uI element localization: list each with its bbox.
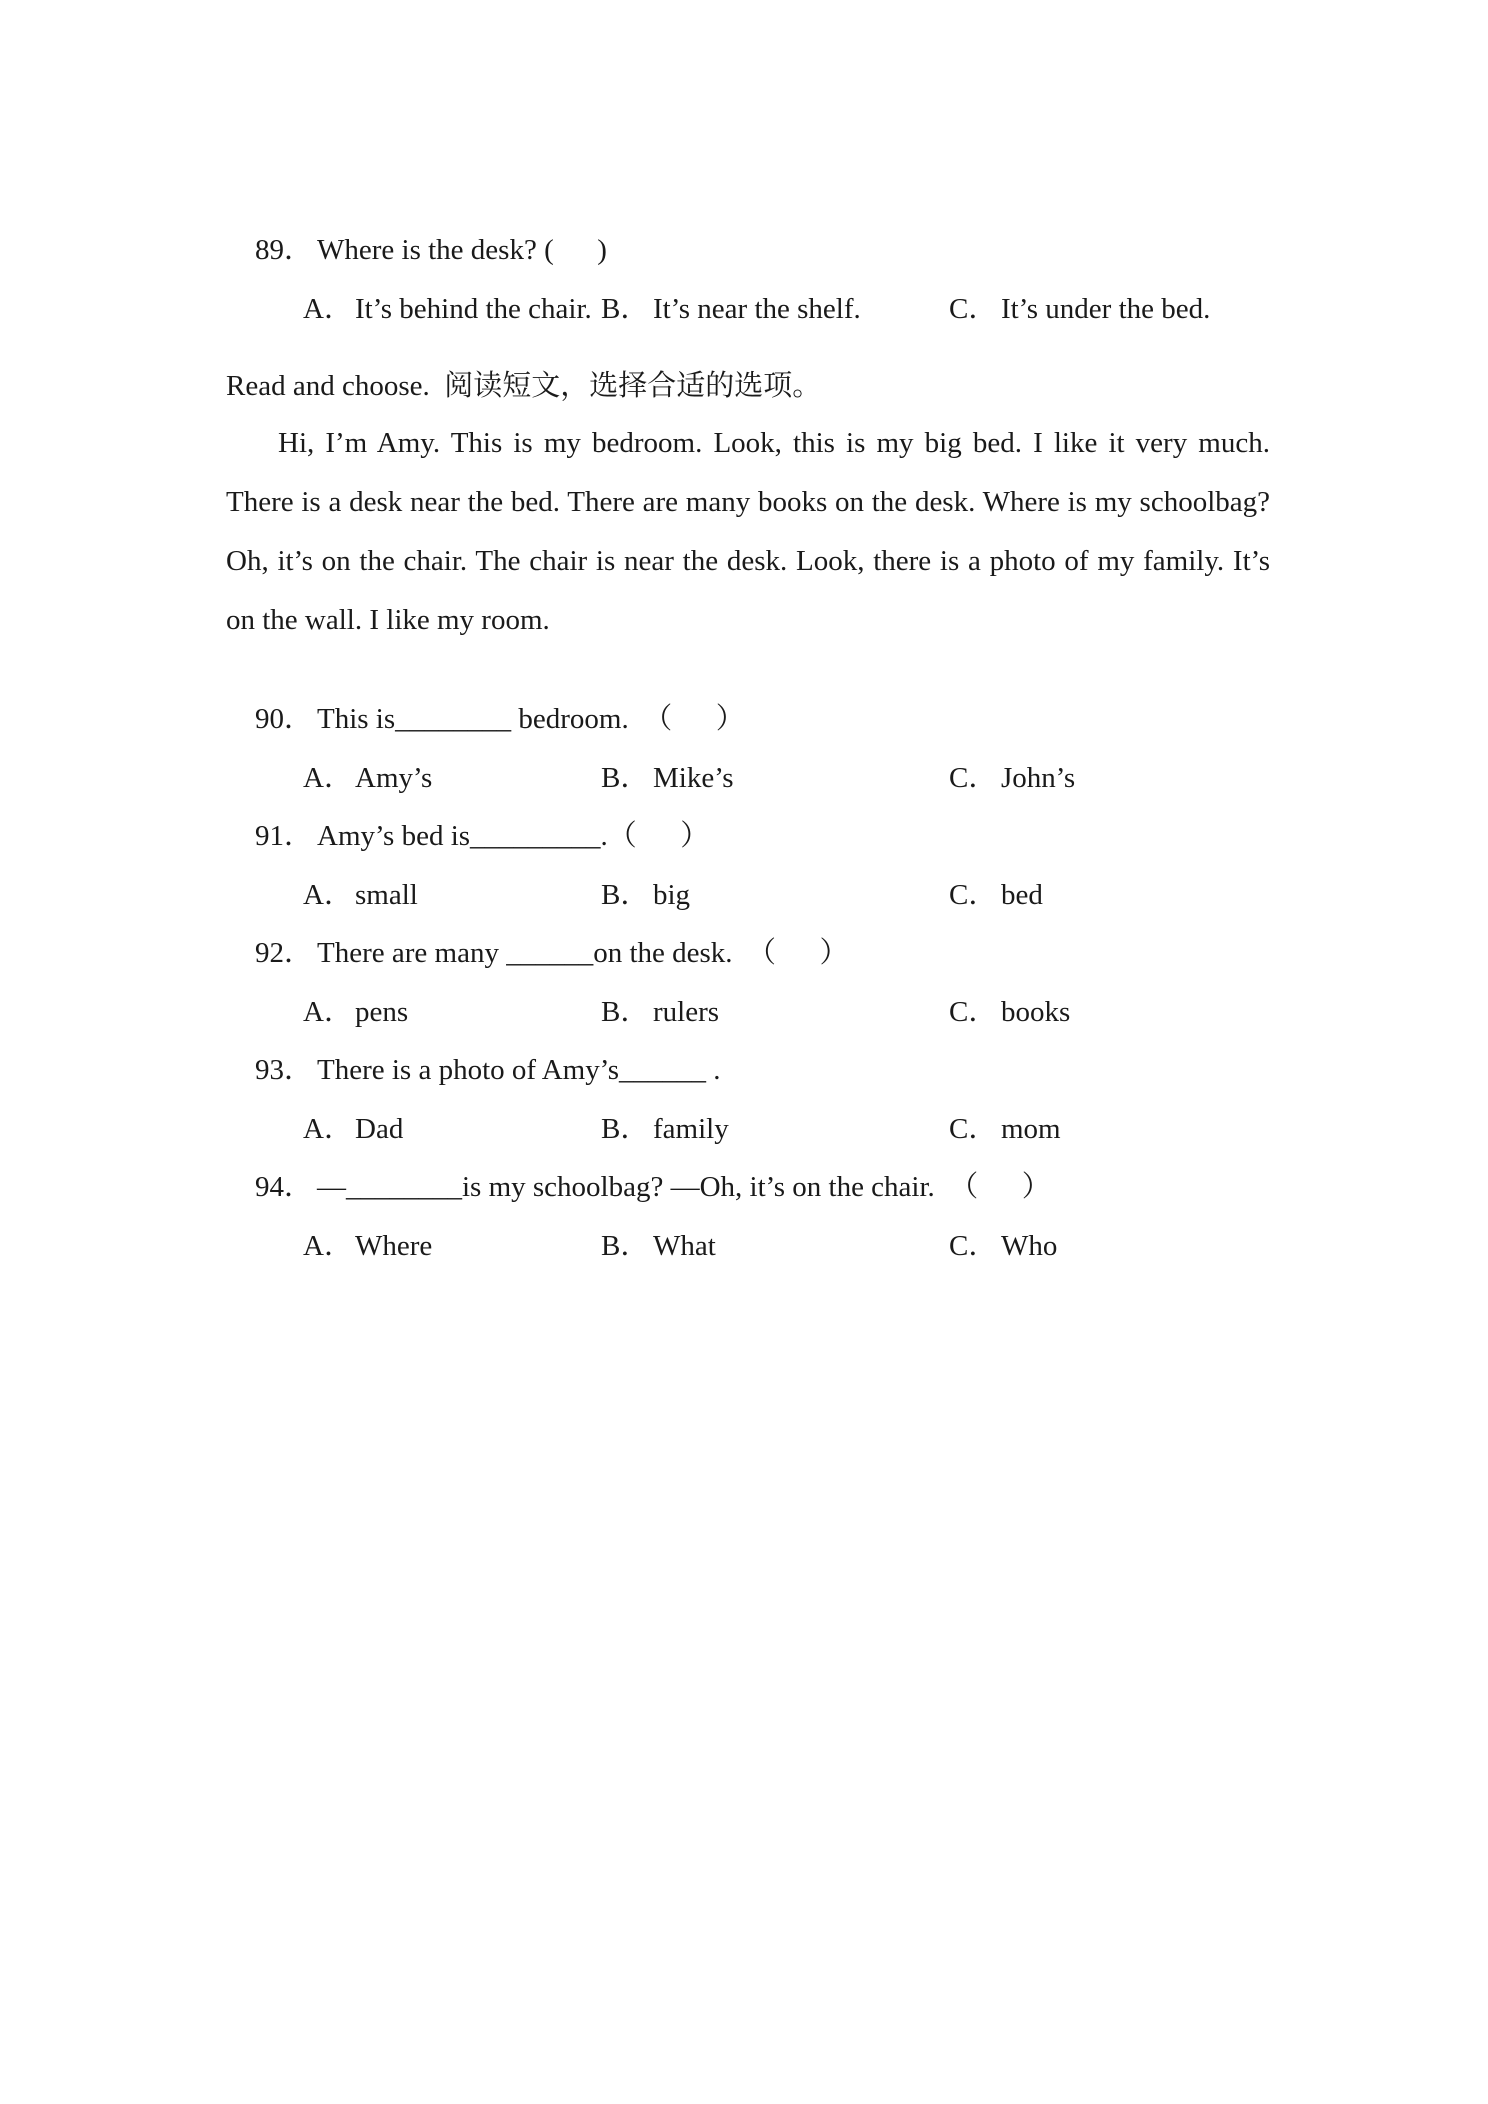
option-letter: C． <box>949 762 998 794</box>
option-c[interactable] <box>920 835 1043 955</box>
option-letter: C． <box>949 1113 998 1145</box>
option-c[interactable] <box>920 1186 1057 1306</box>
option-text: Where <box>355 1230 433 1262</box>
option-text: Mike’s <box>653 762 734 794</box>
option-text: big <box>653 879 691 911</box>
question-number: 93． <box>255 1054 314 1086</box>
option-letter: B． <box>601 762 650 794</box>
option-a[interactable] <box>274 249 592 369</box>
option-text: pens <box>355 996 409 1028</box>
option-letter: C． <box>949 1230 998 1262</box>
option-c[interactable] <box>920 718 1075 838</box>
question-text: There is a photo of Amy’s______ . <box>317 1054 721 1086</box>
question-number: 92． <box>255 937 314 969</box>
option-letter: A． <box>303 1113 353 1145</box>
option-letter: B． <box>601 293 650 325</box>
option-text: It’s under the bed. <box>1001 293 1211 325</box>
option-c[interactable] <box>920 249 1210 369</box>
option-letter: A． <box>303 879 353 911</box>
option-text: books <box>1001 996 1071 1028</box>
option-c[interactable] <box>920 952 1070 1072</box>
option-text: rulers <box>653 996 720 1028</box>
option-letter: A． <box>303 293 353 325</box>
option-b[interactable] <box>572 1186 716 1306</box>
option-a[interactable] <box>274 1186 432 1306</box>
option-text: mom <box>1001 1113 1061 1145</box>
question-number: 90． <box>255 703 314 735</box>
option-letter: B． <box>601 996 650 1028</box>
option-b[interactable] <box>572 249 861 369</box>
question-text: There are many ______on the desk. （ ） <box>317 937 849 969</box>
option-letter: A． <box>303 996 353 1028</box>
question-text: Amy’s bed is_________.（ ） <box>317 820 710 852</box>
option-text: It’s behind the chair. <box>355 293 592 325</box>
section-instruction: Read and choose. 阅读短文，选择合适的选项。 <box>226 370 822 402</box>
question-number: 89． <box>255 234 314 266</box>
option-text: It’s near the shelf. <box>653 293 861 325</box>
option-text: What <box>653 1230 716 1262</box>
reading-passage: Hi, I’m Amy. This is my bedroom. Look, this is my big bed. I like it very much. There is a desk near the bed. There are many books on the desk. Where is my schoolbag? Oh, it’s on the chair. The chair is near the desk. Look, there is a photo of my family. It’s on the wall. I like my room. <box>226 427 1270 636</box>
option-text: Dad <box>355 1113 404 1145</box>
option-text: small <box>355 879 418 911</box>
option-text: bed <box>1001 879 1043 911</box>
question-text: This is________ bedroom. （ ） <box>317 703 745 735</box>
option-letter: C． <box>949 879 998 911</box>
option-letter: C． <box>949 996 998 1028</box>
option-letter: B． <box>601 1230 650 1262</box>
option-text: Amy’s <box>355 762 433 794</box>
question-number: 94． <box>255 1171 314 1203</box>
question-text: —________is my schoolbag? —Oh, it’s on the chair. （ ） <box>317 1171 1051 1203</box>
option-letter: A． <box>303 762 353 794</box>
option-letter: B． <box>601 879 650 911</box>
question-number: 91． <box>255 820 314 852</box>
question-text: Where is the desk? ( ) <box>317 234 607 266</box>
option-letter: C． <box>949 293 998 325</box>
option-letter: B． <box>601 1113 650 1145</box>
option-text: John’s <box>1001 762 1076 794</box>
option-letter: A． <box>303 1230 353 1262</box>
option-text: Who <box>1001 1230 1058 1262</box>
option-text: family <box>653 1113 729 1145</box>
